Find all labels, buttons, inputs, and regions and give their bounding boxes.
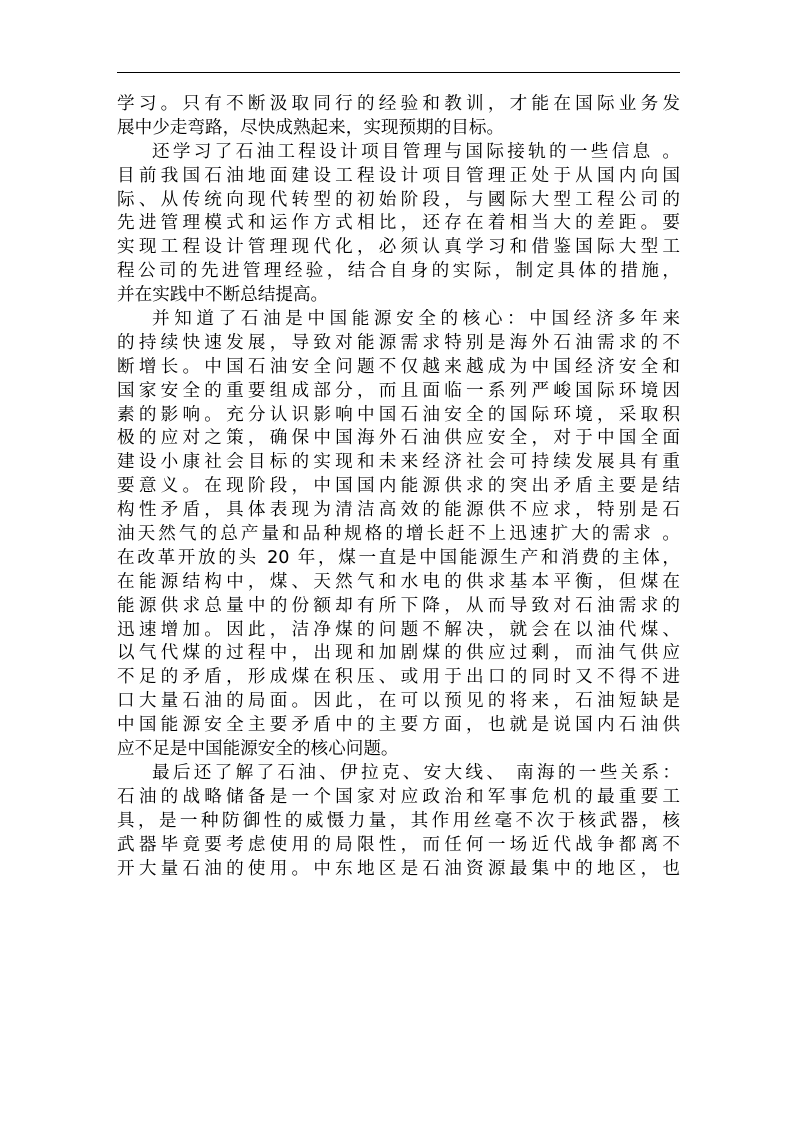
text-line: 具，是一种防御性的威慑力量，其作用丝毫不次于核武器，核 — [117, 810, 680, 831]
text-line: 目前我国石油地面建设工程设计项目管理正处于从国内向国 — [117, 165, 680, 186]
text-line: 中国能源安全主要矛盾中的主要方面，也就是说国内石油供 — [117, 715, 680, 736]
text-line: 构性矛盾，具体表现为清洁高效的能源供不应求，特别是石 — [117, 500, 680, 521]
text-line: 要意义。在现阶段，中国国内能源供求的突出矛盾主要是结 — [117, 476, 680, 497]
text-line: 展中少走弯路，尽快成熟起来，实现预期的目标。 — [117, 117, 505, 138]
text-line: 在改革开放的头 20 年，煤一直是中国能源生产和消费的主体， — [117, 547, 680, 568]
text-line: 口大量石油的局面。因此，在可以预见的将来，石油短缺是 — [117, 691, 680, 712]
paragraph-4 — [117, 762, 680, 881]
header-rule — [117, 72, 680, 73]
text-line: 程公司的先进管理经验，结合自身的实际，制定具体的措施， — [117, 261, 680, 282]
paragraph-3 — [117, 308, 680, 762]
text-line: 断增长。中国石油安全问题不仅越来越成为中国经济安全和 — [117, 356, 680, 377]
text-line: 不足的矛盾，形成煤在积压、或用于出口的同时又不得不进 — [117, 667, 680, 688]
paragraph-1 — [117, 93, 680, 141]
document-body — [117, 93, 680, 881]
text-line: 的持续快速发展，导致对能源需求特别是海外石油需求的不 — [117, 332, 680, 353]
text-line: 武器毕竟要考虑使用的局限性，而任何一场近代战争都离不 — [117, 834, 680, 855]
text-line: 在能源结构中，煤、天然气和水电的供求基本平衡，但煤在 — [117, 571, 680, 592]
text-line: 以气代煤的过程中，出现和加剧煤的供应过剩，而油气供应 — [117, 643, 680, 664]
text-line: 实现工程设计管理现代化，必须认真学习和借鉴国际大型工 — [117, 237, 680, 258]
text-line: 素的影响。充分认识影响中国石油安全的国际环境，采取积 — [117, 404, 680, 425]
text-line: 开大量石油的使用。中东地区是石油资源最集中的地区，也 — [117, 858, 680, 879]
text-line: 迅速增加。因此，洁净煤的问题不解决，就会在以油代煤、 — [117, 619, 680, 640]
text-line: 建设小康社会目标的实现和未来经济社会可持续发展具有重 — [117, 452, 680, 473]
text-line: 应不足是中国能源安全的核心问题。 — [117, 739, 399, 760]
text-line: 并知道了石油是中国能源安全的核心：中国经济多年来 — [152, 309, 680, 330]
text-line: 学习。只有不断汲取同行的经验和教训，才能在国际业务发 — [117, 94, 680, 114]
text-line: 能源供求总量中的份额却有所下降，从而导致对石油需求的 — [117, 595, 680, 616]
text-line: 先进管理模式和运作方式相比，还存在着相当大的差距。要 — [117, 213, 680, 234]
text-line: 油天然气的总产量和品种规格的增长赶不上迅速扩大的需求 。 — [117, 524, 680, 545]
text-line: 最后还了解了石油、伊拉克、安大线、 南海的一些关系： — [152, 762, 680, 783]
text-line: 石油的战略储备是一个国家对应政治和军事危机的最重要工 — [117, 786, 680, 807]
text-line: 国家安全的重要组成部分，而且面临一系列严峻国际环境因 — [117, 380, 680, 401]
text-line: 并在实践中不断总结提高。 — [117, 285, 329, 306]
text-line: 际、从传统向现代转型的初始阶段，与國际大型工程公司的 — [117, 189, 680, 210]
paragraph-2 — [117, 141, 680, 308]
text-line: 还学习了石油工程设计项目管理与国际接轨的一些信息 。 — [152, 141, 680, 162]
text-line: 极的应对之策，确保中国海外石油供应安全，对于中国全面 — [117, 428, 680, 449]
